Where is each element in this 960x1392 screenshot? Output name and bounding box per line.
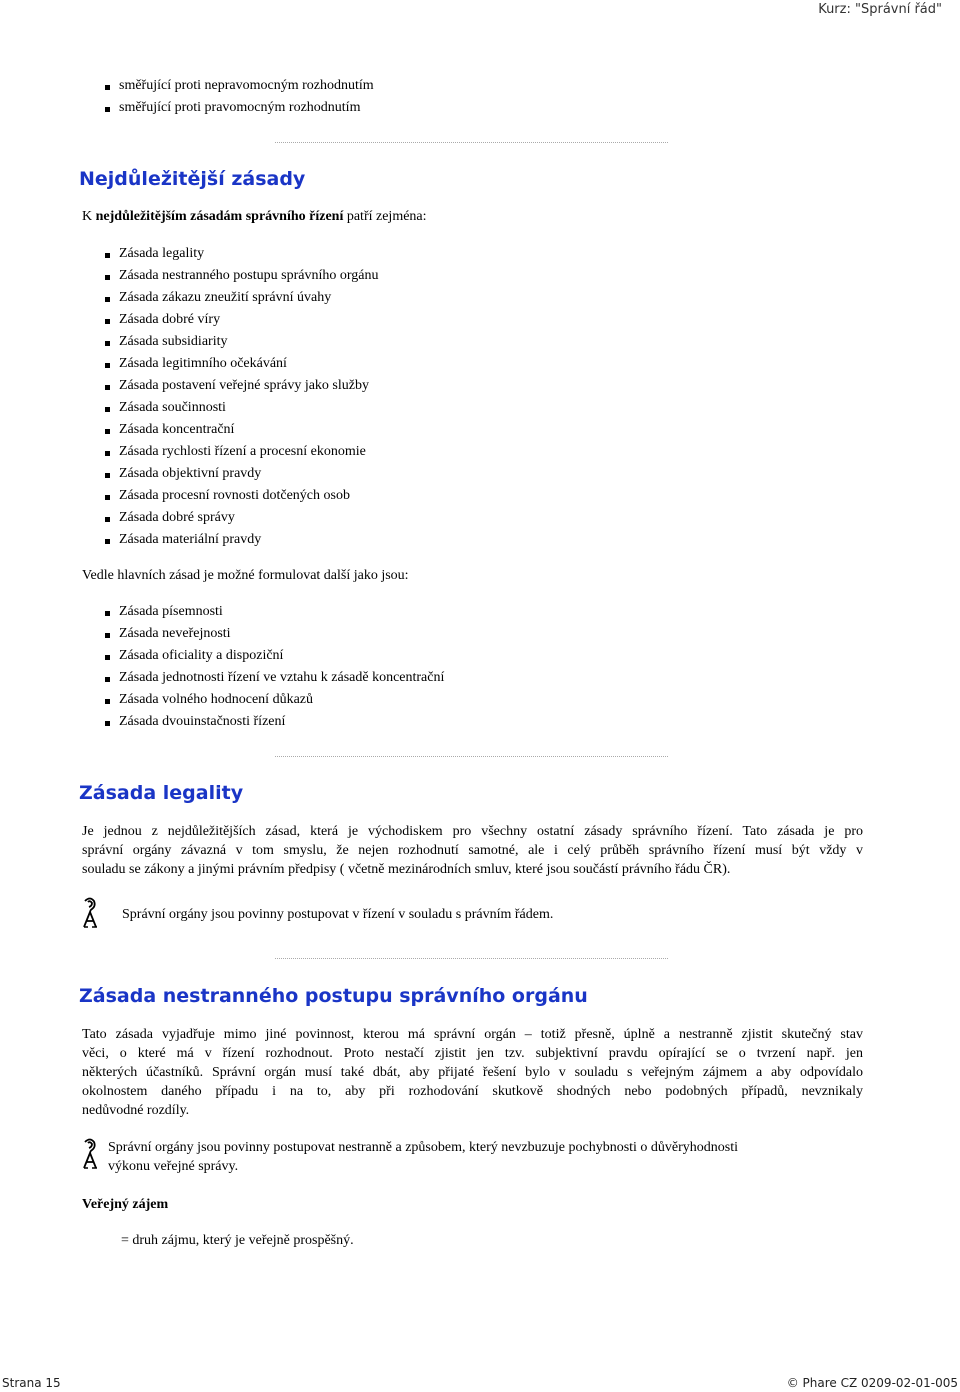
- list-item: Zásada oficiality a dispoziční: [105, 645, 444, 667]
- list-item: Zásada dobré víry: [105, 309, 378, 331]
- page-number: Strana 15: [2, 1376, 61, 1390]
- section-heading-impartiality: Zásada nestranného postupu správního orgánu: [79, 985, 588, 1007]
- legality-paragraph: Je jednou z nejdůležitějších zásad, která je východiskem pro všechny ostatní zásady správního řízení. Tato zásada je pro správní orgány závazná v tom smyslu, že nejen rozhodnutí samotné, ale i celý průběh správního řízení musí být vždy v souladu se zákony a jinými právním předpisy ( včetně mezinárodních smluv, které jsou součástí právního řádu ČR).: [82, 824, 863, 877]
- list-item: směřující proti pravomocným rozhodnutím: [105, 97, 374, 119]
- section-divider: [275, 756, 668, 757]
- list-item: Zásada neveřejnosti: [105, 623, 444, 645]
- list-item: Zásada nestranného postupu správního orgánu: [105, 265, 378, 287]
- public-interest-definition: = druh zájmu, který je veřejně prospěšný.: [121, 1233, 354, 1248]
- impartiality-note: Správní orgány jsou povinny postupovat nestranně a způsobem, který nevzbuzuje pochybnosti o důvěryhodnosti výkonu veřejné správy.: [108, 1140, 739, 1174]
- list-item: Zásada koncentrační: [105, 419, 378, 441]
- list-item: Zásada postavení veřejné správy jako služby: [105, 375, 378, 397]
- list-item: Zásada zákazu zneužití správní úvahy: [105, 287, 378, 309]
- impartiality-paragraph: Tato zásada vyjadřuje mimo jiné povinnost, kterou má správní orgán – totiž přesně, úplně a nestranně zjistit skutečný stav věci, o které má v řízení rozhodnout. Proto nestačí zjistit jen tzv. subjektivní pravdu opírající se o tvrzení např. jen některých účastníků. Správní orgán musí také dbát, aby přijaté řešení bylo v souladu s veřejným zájmem a aby odpovídalo okolnostem daného případu i na to, aby při rozhodování skutkově shodných nebo podobných případů, nevznikaly nedůvodné rozdíly.: [82, 1027, 863, 1118]
- other-principles-intro: Vedle hlavních zásad je možné formulovat další jako jsou:: [82, 568, 409, 583]
- other-principles-list: [105, 601, 444, 733]
- section-divider: [275, 142, 668, 143]
- page-footer: [0, 1376, 960, 1392]
- list-item: Zásada objektivní pravdy: [105, 463, 378, 485]
- section-heading-legality: Zásada legality: [79, 782, 244, 804]
- main-principles-list: [105, 243, 378, 551]
- list-item: Zásada součinnosti: [105, 397, 378, 419]
- sub-heading-public-interest: Veřejný zájem: [82, 1197, 169, 1212]
- copyright: © Phare CZ 0209-02-01-005: [786, 1376, 958, 1390]
- list-item: Zásada materiální pravdy: [105, 529, 378, 551]
- list-item: Zásada dobré správy: [105, 507, 378, 529]
- figure-note-icon: [79, 1138, 101, 1170]
- list-item: Zásada legitimního očekávání: [105, 353, 378, 375]
- list-item: Zásada subsidiarity: [105, 331, 378, 353]
- legality-note: Správní orgány jsou povinny postupovat v řízení v souladu s právním řádem.: [122, 907, 554, 922]
- list-item: směřující proti nepravomocným rozhodnutím: [105, 75, 374, 97]
- section-divider: [275, 958, 668, 959]
- list-item: Zásada jednotnosti řízení ve vztahu k zásadě koncentrační: [105, 667, 444, 689]
- intro-list: [105, 75, 374, 119]
- course-title: Kurz: "Správní řád": [818, 2, 942, 17]
- section-heading-principles: Nejdůležitější zásady: [79, 168, 306, 190]
- list-item: Zásada volného hodnocení důkazů: [105, 689, 444, 711]
- list-item: Zásada rychlosti řízení a procesní ekonomie: [105, 441, 378, 463]
- list-item: Zásada písemnosti: [105, 601, 444, 623]
- list-item: Zásada legality: [105, 243, 378, 265]
- principles-intro: K nejdůležitějším zásadám správního řízení patří zejména:: [82, 209, 427, 224]
- list-item: Zásada dvouinstačnosti řízení: [105, 711, 444, 733]
- list-item: Zásada procesní rovnosti dotčených osob: [105, 485, 378, 507]
- figure-note-icon: [79, 897, 101, 929]
